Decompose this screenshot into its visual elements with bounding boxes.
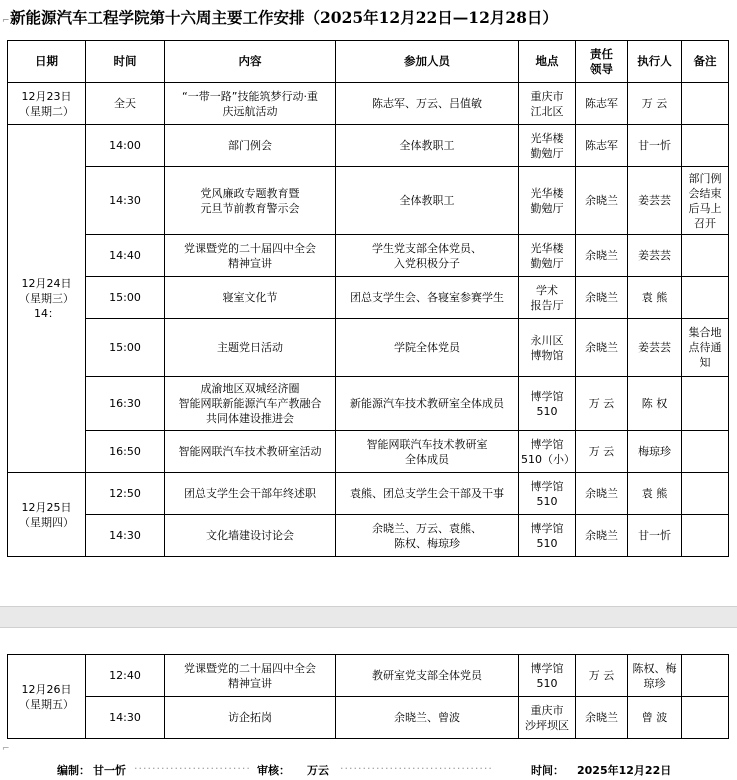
participants-cell-line: 入党积极分子 <box>394 256 460 270</box>
header-leader-line2: 领导 <box>590 61 613 76</box>
location-cell <box>519 431 576 473</box>
date-line: 12月26日 <box>21 682 72 696</box>
content-cell <box>165 167 336 235</box>
leader-cell: 余晓兰 <box>576 167 628 235</box>
executor-cell: 陈 权 <box>628 377 682 431</box>
table-row <box>8 319 729 377</box>
date-cell <box>8 655 86 739</box>
table-row <box>8 515 729 557</box>
location-cell-line: 报告厅 <box>530 298 564 312</box>
time-cell: 全天 <box>86 83 165 125</box>
header-time: 时间 <box>86 41 165 83</box>
time-cell: 14:00 <box>86 125 165 167</box>
date-line: 14： <box>34 307 59 320</box>
participants-cell-line: 学生党支部全体党员、 <box>372 241 482 255</box>
executor-cell: 姜芸芸 <box>628 235 682 277</box>
time-cell: 12:40 <box>86 655 165 697</box>
leader-cell: 余晓兰 <box>576 277 628 319</box>
participants-cell: 教研室党支部全体党员 <box>336 655 519 697</box>
location-cell-line: 勤勉厅 <box>530 201 564 215</box>
date-label: 时间： <box>531 764 564 777</box>
location-cell-line: 博学馆 <box>530 661 564 675</box>
date-value: 2025年12月22日 <box>577 764 672 777</box>
date-line: 12月23日 <box>21 89 72 103</box>
schedule-table-continued <box>7 654 729 739</box>
location-cell <box>519 125 576 167</box>
note-cell <box>682 277 729 319</box>
leader-cell: 余晓兰 <box>576 515 628 557</box>
content-cell-line: 共同体建设推进会 <box>206 412 294 425</box>
editor-label: 编制： <box>57 764 90 777</box>
participants-cell: 学院全体党员 <box>336 319 519 377</box>
content-cell-line: 智能网联新能源汽车产教融合 <box>178 397 322 410</box>
time-cell: 14:40 <box>86 235 165 277</box>
location-cell-line: 重庆市 <box>530 703 564 717</box>
location-cell <box>519 83 576 125</box>
note-cell <box>682 125 729 167</box>
content-cell: 寝室文化节 <box>165 277 336 319</box>
leader-cell: 陈志军 <box>576 83 628 125</box>
table-row <box>8 235 729 277</box>
content-cell-line: 精神宣讲 <box>228 676 272 690</box>
executor-cell: 陈权、梅琼珍 <box>628 655 682 697</box>
table-row <box>8 431 729 473</box>
table-header-row <box>8 41 729 83</box>
location-cell-line: 博学馆 <box>530 437 564 451</box>
location-cell-line: 重庆市 <box>530 89 564 103</box>
note-cell <box>682 377 729 431</box>
note-cell <box>682 655 729 697</box>
leader-cell: 万 云 <box>576 431 628 473</box>
location-cell-line: 510 <box>536 536 558 550</box>
table-row <box>8 277 729 319</box>
location-cell-line: 光华楼 <box>530 131 564 145</box>
date-line: （星期四） <box>19 515 74 529</box>
participants-cell: 陈志军、万云、吕值敏 <box>336 83 519 125</box>
content-cell: 访企拓岗 <box>165 697 336 739</box>
note-cell: 部门例会结束后马上召开 <box>682 167 729 235</box>
paragraph-mark-icon: ⌐ <box>2 16 10 26</box>
reviewer-label: 审核： <box>257 764 290 777</box>
date-cell <box>8 125 86 473</box>
content-cell: 智能网联汽车技术教研室活动 <box>165 431 336 473</box>
executor-cell: 姜芸芸 <box>628 167 682 235</box>
page-gap <box>0 606 737 628</box>
content-cell-line: 党课暨党的二十届四中全会 <box>184 241 316 255</box>
participants-cell <box>336 235 519 277</box>
date-line: （星期五） <box>19 697 74 711</box>
location-cell <box>519 377 576 431</box>
location-cell-line: 光华楼 <box>530 241 564 255</box>
note-cell <box>682 697 729 739</box>
time-cell: 16:30 <box>86 377 165 431</box>
leader-cell: 余晓兰 <box>576 319 628 377</box>
document-page-2 <box>0 628 737 780</box>
date-line: （星期三） <box>19 292 74 305</box>
content-cell-line: 元旦节前教育警示会 <box>200 201 300 215</box>
note-cell <box>682 515 729 557</box>
executor-cell: 袁 熊 <box>628 277 682 319</box>
content-cell: 团总支学生会干部年终述职 <box>165 473 336 515</box>
executor-cell: 梅琼珍 <box>628 431 682 473</box>
participants-cell-line: 智能网联汽车技术教研室 <box>366 437 488 451</box>
date-line: （星期二） <box>19 104 74 118</box>
location-cell <box>519 515 576 557</box>
table-row <box>8 125 729 167</box>
header-executor: 执行人 <box>628 41 682 83</box>
note-cell: 集合地点待通知 <box>682 319 729 377</box>
location-cell-line: 510 <box>536 676 558 690</box>
location-cell-line: 勤勉厅 <box>530 146 564 160</box>
location-cell <box>519 167 576 235</box>
content-cell: 部门例会 <box>165 125 336 167</box>
location-cell <box>519 319 576 377</box>
participants-cell-line: 余晓兰、万云、袁熊、 <box>372 521 482 535</box>
location-cell-line: 博物馆 <box>530 348 564 362</box>
location-cell <box>519 697 576 739</box>
executor-cell: 曾 波 <box>628 697 682 739</box>
content-cell <box>165 655 336 697</box>
location-cell-line: 博学馆 <box>530 521 564 535</box>
content-cell-line: 党风廉政专题教育暨 <box>200 186 300 200</box>
executor-cell: 甘一忻 <box>628 125 682 167</box>
participants-cell: 余晓兰、曾波 <box>336 697 519 739</box>
leader-cell: 余晓兰 <box>576 697 628 739</box>
executor-cell: 甘一忻 <box>628 515 682 557</box>
document-footer <box>0 762 737 778</box>
leader-cell: 陈志军 <box>576 125 628 167</box>
schedule-table <box>7 40 729 557</box>
location-cell-line: 学术 <box>536 283 558 297</box>
content-cell-line: “一带一路”技能筑梦行动·重 <box>182 89 318 103</box>
content-cell <box>165 83 336 125</box>
participants-cell-line: 全体成员 <box>405 452 449 466</box>
location-cell-line: 光华楼 <box>530 186 564 200</box>
participants-cell: 袁熊、团总支学生会干部及干事 <box>336 473 519 515</box>
leader-cell: 万 云 <box>576 655 628 697</box>
table-row <box>8 655 729 697</box>
header-location: 地点 <box>519 41 576 83</box>
location-cell-line: 永川区 <box>530 333 564 347</box>
participants-cell <box>336 431 519 473</box>
location-cell-line: 510 <box>536 404 558 418</box>
content-cell <box>165 377 336 431</box>
executor-cell: 姜芸芸 <box>628 319 682 377</box>
location-cell-line: 510（小） <box>521 452 575 466</box>
time-cell: 14:30 <box>86 697 165 739</box>
content-cell-line: 庆远航活动 <box>222 104 278 118</box>
content-cell <box>165 235 336 277</box>
table-row <box>8 697 729 739</box>
leader-cell: 余晓兰 <box>576 235 628 277</box>
header-participants: 参加人员 <box>336 41 519 83</box>
time-cell: 14:30 <box>86 515 165 557</box>
date-cell <box>8 473 86 557</box>
participants-cell: 全体教职工 <box>336 167 519 235</box>
executor-cell: 袁 熊 <box>628 473 682 515</box>
editor-name: 甘一忻 <box>93 764 126 777</box>
location-cell-line: 沙坪坝区 <box>525 718 569 732</box>
header-date: 日期 <box>8 41 86 83</box>
location-cell <box>519 655 576 697</box>
table-row <box>8 83 729 125</box>
location-cell-line: 510 <box>536 494 558 508</box>
executor-cell: 万 云 <box>628 83 682 125</box>
location-cell-line: 博学馆 <box>530 479 564 493</box>
date-line: 12月25日 <box>21 500 72 514</box>
leader-cell: 万 云 <box>576 377 628 431</box>
time-cell: 16:50 <box>86 431 165 473</box>
location-cell-line: 江北区 <box>530 104 564 118</box>
content-cell-line: 精神宣讲 <box>228 256 272 270</box>
note-cell <box>682 431 729 473</box>
header-content: 内容 <box>165 41 336 83</box>
leader-cell: 余晓兰 <box>576 473 628 515</box>
location-cell <box>519 277 576 319</box>
note-cell <box>682 473 729 515</box>
content-cell-line: 成渝地区双城经济圈 <box>200 382 300 395</box>
location-cell <box>519 235 576 277</box>
time-cell: 12:50 <box>86 473 165 515</box>
participants-cell-line: 陈权、梅琼珍 <box>394 536 460 550</box>
content-cell-line: 党课暨党的二十届四中全会 <box>184 661 316 675</box>
participants-cell <box>336 515 519 557</box>
table-body-continued <box>8 655 729 739</box>
time-cell: 15:00 <box>86 277 165 319</box>
header-leader <box>576 41 628 83</box>
location-cell <box>519 473 576 515</box>
document-title: 新能源汽车工程学院第十六周主要工作安排（2025年12月22日—12月28日） <box>10 8 558 27</box>
paragraph-mark-icon: ⌐ <box>2 744 10 754</box>
reviewer-name: 万云 <box>307 764 329 777</box>
participants-cell: 新能源汽车技术教研室全体成员 <box>336 377 519 431</box>
note-cell <box>682 235 729 277</box>
leader-dots: ·································· <box>340 762 493 775</box>
participants-cell: 团总支学生会、各寝室参赛学生 <box>336 277 519 319</box>
date-cell <box>8 83 86 125</box>
time-cell: 14:30 <box>86 167 165 235</box>
location-cell-line: 勤勉厅 <box>530 256 564 270</box>
content-cell: 文化墙建设讨论会 <box>165 515 336 557</box>
participants-cell: 全体教职工 <box>336 125 519 167</box>
date-line: 12月24日 <box>21 277 72 290</box>
table-row <box>8 473 729 515</box>
leader-dots: ·························· <box>134 762 251 775</box>
table-row <box>8 377 729 431</box>
note-cell <box>682 83 729 125</box>
header-note: 备注 <box>682 41 729 83</box>
location-cell-line: 博学馆 <box>530 389 564 403</box>
content-cell: 主题党日活动 <box>165 319 336 377</box>
table-body <box>8 83 729 557</box>
time-cell: 15:00 <box>86 319 165 377</box>
table-row <box>8 167 729 235</box>
header-leader-line1: 责任 <box>590 46 613 61</box>
